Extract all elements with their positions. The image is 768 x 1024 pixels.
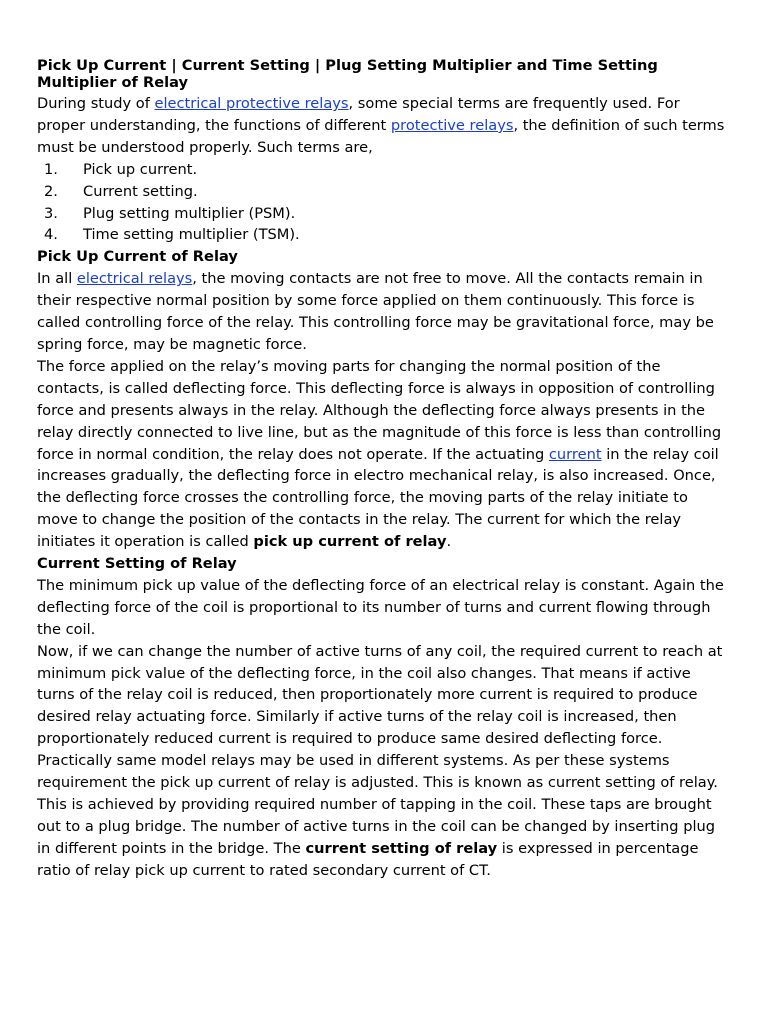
intro-text-2: , some special terms are frequently used. For proper understanding, the functions of different	[37, 95, 680, 134]
document-title: Pick Up Current | Current Setting | Plug Setting Multiplier and Time Setting Multiplier of Relay	[37, 57, 658, 91]
list-item-number: 3.	[44, 204, 58, 222]
paragraph-text: In all	[37, 270, 77, 288]
protective-relays-link[interactable]: protective relays	[390, 116, 514, 134]
list-item	[37, 181, 727, 203]
paragraph-text: .	[446, 533, 452, 551]
section-heading-current-setting: Current Setting of Relay	[37, 555, 237, 573]
paragraph-text: The force applied on the relay’s moving parts for changing the normal position of the contacts, is called deflecting force. This deflecting force is always in opposition of controlling force and presents always in the relay. Although the deflecting force always presents in the relay directly connected to live line, but as the magnitude of this force is less than controlling force in normal condition, the relay does not operate. If the actuating	[37, 357, 722, 463]
electrical-relays-link[interactable]: electrical relays	[76, 270, 193, 288]
pick-up-paragraph-2	[37, 356, 727, 553]
list-item	[37, 203, 727, 225]
terms-list	[37, 159, 727, 247]
paragraph-text: in the relay coil increases gradually, the deflecting force in electro mechanical relay, is also increased. Once, the deflecting force crosses the controlling force, the moving parts of the relay initiate to move to change the position of the contacts in the relay. The current for which the relay initiates it operation is called	[37, 445, 719, 551]
intro-text-3: , the definition of such terms must be understood properly. Such terms are,	[37, 116, 725, 156]
current-setting-paragraph-1: The minimum pick up value of the deflecting force of an electrical relay is constant. Again the deflecting force of the coil is proportional to its number of turns and current flowing through the coil.	[37, 576, 724, 638]
list-item	[37, 224, 727, 246]
intro-paragraph	[37, 93, 727, 159]
current-setting-term: current setting of relay	[305, 839, 498, 857]
pick-up-paragraph-1	[37, 268, 727, 356]
section-heading-pick-up-current: Pick Up Current of Relay	[37, 248, 238, 266]
current-setting-paragraph-2	[37, 641, 727, 882]
intro-text-1: During study of	[37, 95, 155, 112]
paragraph-text: is expressed in percentage ratio of relay pick up current to rated secondary current of CT.	[37, 839, 699, 879]
paragraph-text: Now, if we can change the number of active turns of any coil, the required current to reach at minimum pick value of the deflecting force, in the coil also changes. That means if active turns of the relay coil is reduced, then proportionately more current is required to produce desired relay actuating force. Similarly if active turns of the relay coil is increased, then proportionately reduced current is required to produce same desired deflecting force. Practically same model relays may be used in different systems. As per these systems requirement the pick up current of relay is adjusted. This is known as current setting of relay. This is achieved by providing required number of tapping in the coil. These taps are brought out to a plug bridge. The number of active turns in the coil can be changed by inserting plug in different points in the bridge. The	[37, 642, 723, 857]
list-item-label: Current setting.	[83, 182, 198, 200]
current-link[interactable]: current	[548, 445, 602, 463]
list-item	[37, 159, 727, 181]
list-item-number: 1.	[44, 160, 58, 178]
document-body	[37, 58, 727, 882]
list-item-label: Pick up current.	[83, 160, 198, 178]
list-item-label: Time setting multiplier (TSM).	[83, 226, 300, 244]
pick-up-current-term: pick up current of relay	[253, 533, 447, 551]
list-item-number: 4.	[44, 226, 58, 244]
list-item-label: Plug setting multiplier (PSM).	[83, 204, 296, 222]
paragraph-text: , the moving contacts are not free to move. All the contacts remain in their respective normal position by some force applied on them continuously. This force is called controlling force of the relay. This controlling force may be gravitational force, may be spring force, may be magnetic force.	[37, 270, 714, 353]
list-item-number: 2.	[44, 182, 58, 200]
electrical-protective-relays-link[interactable]: electrical protective relays	[154, 95, 349, 112]
